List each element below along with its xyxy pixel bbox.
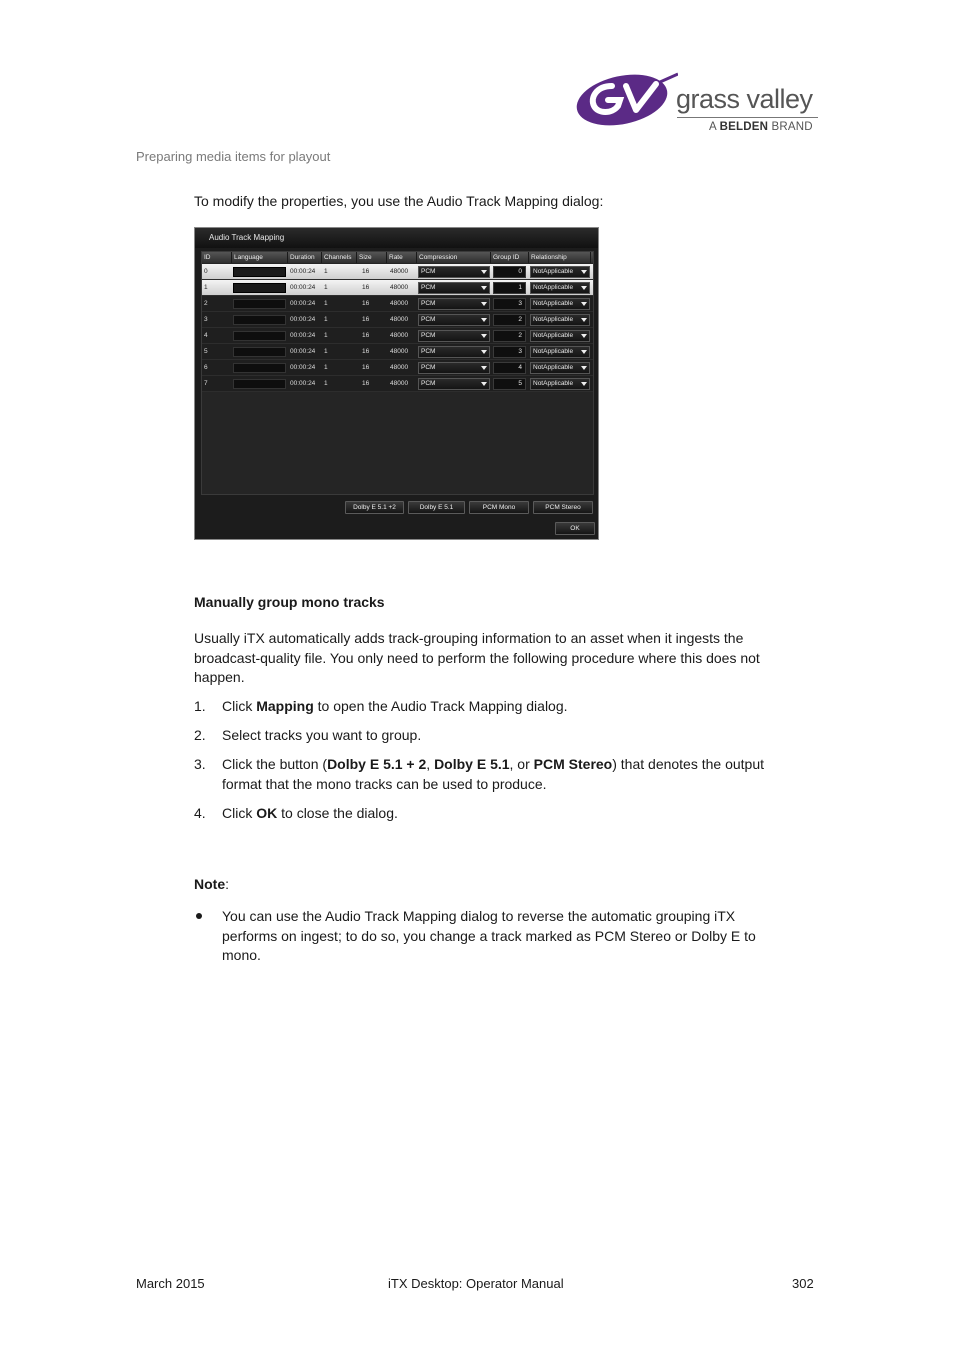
grass-valley-logo-icon xyxy=(574,72,678,128)
compression-value: PCM xyxy=(421,364,436,371)
relationship-value: NotApplicable xyxy=(533,284,574,291)
dolby-e-51-button[interactable]: Dolby E 5.1 xyxy=(408,501,465,514)
compression-value: PCM xyxy=(421,316,436,323)
chevron-down-icon xyxy=(581,270,587,274)
section-heading: Manually group mono tracks xyxy=(194,594,385,610)
cell-rate: 48000 xyxy=(390,332,409,339)
chevron-down-icon xyxy=(481,350,487,354)
group-id-field[interactable]: 1 xyxy=(493,282,526,294)
table-row[interactable] xyxy=(202,280,593,296)
pcm-mono-button[interactable]: PCM Mono xyxy=(469,501,529,514)
compression-dropdown[interactable] xyxy=(418,330,490,342)
cell-channels: 1 xyxy=(324,300,328,307)
table-row[interactable] xyxy=(202,264,593,280)
cell-duration: 00:00:24 xyxy=(290,380,316,387)
cell-rate: 48000 xyxy=(390,316,409,323)
relationship-value: NotApplicable xyxy=(533,268,574,275)
cell-id: 2 xyxy=(204,300,208,307)
group-id-field[interactable]: 2 xyxy=(493,314,526,326)
chevron-down-icon xyxy=(581,350,587,354)
cell-size: 16 xyxy=(362,364,370,371)
relationship-dropdown[interactable] xyxy=(530,378,590,390)
cell-rate: 48000 xyxy=(390,348,409,355)
relationship-value: NotApplicable xyxy=(533,364,574,371)
compression-value: PCM xyxy=(421,380,436,387)
compression-dropdown[interactable] xyxy=(418,282,490,294)
col-id[interactable]: ID xyxy=(202,252,232,263)
cell-duration: 00:00:24 xyxy=(290,316,316,323)
relationship-value: NotApplicable xyxy=(533,300,574,307)
chevron-down-icon xyxy=(481,286,487,290)
relationship-dropdown[interactable] xyxy=(530,314,590,326)
pcm-stereo-button[interactable]: PCM Stereo xyxy=(533,501,593,514)
cell-rate: 48000 xyxy=(390,284,409,291)
language-field[interactable] xyxy=(233,347,286,357)
relationship-dropdown[interactable] xyxy=(530,266,590,278)
language-field[interactable] xyxy=(233,379,286,389)
cell-channels: 1 xyxy=(324,380,328,387)
group-id-field[interactable]: 2 xyxy=(493,330,526,342)
language-field[interactable] xyxy=(233,331,286,341)
cell-id: 5 xyxy=(204,348,208,355)
intro-text: To modify the properties, you use the Audio Track Mapping dialog: xyxy=(194,193,604,209)
group-id-field[interactable]: 5 xyxy=(493,378,526,390)
language-field[interactable] xyxy=(233,283,286,293)
group-id-field[interactable]: 0 xyxy=(493,266,526,278)
step-number: 3. xyxy=(194,756,206,772)
compression-value: PCM xyxy=(421,332,436,339)
cell-size: 16 xyxy=(362,268,370,275)
section-paragraph: Usually iTX automatically adds track-grouping information to an asset when it ingests the broadcast-quality file. You only need to perform the following procedure where this does not happen. xyxy=(194,630,760,685)
group-id-field[interactable]: 3 xyxy=(493,346,526,358)
step-4: Click OK to close the dialog. xyxy=(222,805,398,821)
language-field[interactable] xyxy=(233,315,286,325)
cell-rate: 48000 xyxy=(390,380,409,387)
chevron-down-icon xyxy=(581,334,587,338)
table-row[interactable] xyxy=(202,360,593,376)
chevron-down-icon xyxy=(481,382,487,386)
cell-size: 16 xyxy=(362,300,370,307)
cell-duration: 00:00:24 xyxy=(290,332,316,339)
chevron-down-icon xyxy=(581,286,587,290)
cell-rate: 48000 xyxy=(390,300,409,307)
cell-id: 3 xyxy=(204,316,208,323)
table-row[interactable] xyxy=(202,296,593,312)
footer-title: iTX Desktop: Operator Manual xyxy=(388,1276,564,1291)
chevron-down-icon xyxy=(481,334,487,338)
page-number: 302 xyxy=(792,1276,814,1291)
relationship-dropdown[interactable] xyxy=(530,362,590,374)
cell-duration: 00:00:24 xyxy=(290,268,316,275)
group-id-field[interactable]: 3 xyxy=(493,298,526,310)
ok-button[interactable]: OK xyxy=(555,522,595,535)
cell-channels: 1 xyxy=(324,348,328,355)
cell-id: 0 xyxy=(204,268,208,275)
logo-rule xyxy=(677,117,818,118)
cell-duration: 00:00:24 xyxy=(290,364,316,371)
cell-duration: 00:00:24 xyxy=(290,300,316,307)
col-language[interactable]: Language xyxy=(232,252,288,263)
relationship-value: NotApplicable xyxy=(533,332,574,339)
cell-size: 16 xyxy=(362,284,370,291)
compression-value: PCM xyxy=(421,284,436,291)
compression-dropdown[interactable] xyxy=(418,266,490,278)
cell-channels: 1 xyxy=(324,284,328,291)
cell-id: 4 xyxy=(204,332,208,339)
language-field[interactable] xyxy=(233,267,286,277)
cell-size: 16 xyxy=(362,348,370,355)
language-field[interactable] xyxy=(233,299,286,309)
bullet-icon xyxy=(196,913,202,919)
relationship-dropdown[interactable] xyxy=(530,298,590,310)
relationship-dropdown[interactable] xyxy=(530,282,590,294)
chevron-down-icon xyxy=(581,382,587,386)
cell-duration: 00:00:24 xyxy=(290,348,316,355)
logo-brand: A BELDEN BRAND xyxy=(709,121,813,133)
footer-date: March 2015 xyxy=(136,1276,205,1291)
step-1: Click Mapping to open the Audio Track Mapping dialog. xyxy=(222,698,568,714)
table-row[interactable] xyxy=(202,376,593,392)
chevron-down-icon xyxy=(481,366,487,370)
step-2: Select tracks you want to group. xyxy=(222,727,422,743)
grid-header xyxy=(202,252,593,263)
compression-dropdown[interactable] xyxy=(418,346,490,358)
col-relationship[interactable]: Relationship xyxy=(529,252,591,263)
chevron-down-icon xyxy=(481,302,487,306)
cell-rate: 48000 xyxy=(390,268,409,275)
dolby-e-51-2-button[interactable]: Dolby E 5.1 +2 xyxy=(345,501,404,514)
step-number: 4. xyxy=(194,805,206,821)
relationship-value: NotApplicable xyxy=(533,348,574,355)
relationship-dropdown[interactable] xyxy=(530,330,590,342)
note-label: Note: xyxy=(194,876,230,892)
col-duration[interactable]: Duration xyxy=(288,252,322,263)
cell-channels: 1 xyxy=(324,364,328,371)
cell-channels: 1 xyxy=(324,268,328,275)
note-text: You can use the Audio Track Mapping dialog to reverse the automatic grouping iTX performs on ingest; to do so, you change a track marked as PCM Stereo or Dolby E to mono. xyxy=(222,908,756,963)
running-header: Preparing media items for playout xyxy=(136,149,331,164)
col-size[interactable]: Size xyxy=(357,252,387,263)
logo-wordmark: grass valley xyxy=(676,84,813,114)
relationship-value: NotApplicable xyxy=(533,380,574,387)
step-number: 1. xyxy=(194,698,206,714)
cell-channels: 1 xyxy=(324,332,328,339)
col-compression[interactable]: Compression xyxy=(417,252,491,263)
col-channels[interactable]: Channels xyxy=(322,252,357,263)
compression-dropdown[interactable] xyxy=(418,362,490,374)
chevron-down-icon xyxy=(581,302,587,306)
relationship-value: NotApplicable xyxy=(533,316,574,323)
table-row[interactable] xyxy=(202,312,593,328)
step-3: Click the button (Dolby E 5.1 + 2, Dolby E 5.1, or PCM Stereo) that denotes the output format that the mono tracks can be used to produce. xyxy=(222,756,765,792)
cell-id: 6 xyxy=(204,364,208,371)
chevron-down-icon xyxy=(581,318,587,322)
dialog-title: Audio Track Mapping xyxy=(195,228,598,248)
cell-size: 16 xyxy=(362,332,370,339)
compression-value: PCM xyxy=(421,300,436,307)
chevron-down-icon xyxy=(481,270,487,274)
compression-value: PCM xyxy=(421,268,436,275)
cell-duration: 00:00:24 xyxy=(290,284,316,291)
chevron-down-icon xyxy=(581,366,587,370)
chevron-down-icon xyxy=(481,318,487,322)
cell-id: 7 xyxy=(204,380,208,387)
track-grid xyxy=(201,251,594,495)
cell-rate: 48000 xyxy=(390,364,409,371)
step-number: 2. xyxy=(194,727,206,743)
audio-track-mapping-dialog xyxy=(194,227,599,540)
cell-size: 16 xyxy=(362,316,370,323)
compression-dropdown[interactable] xyxy=(418,298,490,310)
cell-size: 16 xyxy=(362,380,370,387)
language-field[interactable] xyxy=(233,363,286,373)
compression-value: PCM xyxy=(421,348,436,355)
col-rate[interactable]: Rate xyxy=(387,252,417,263)
compression-dropdown[interactable] xyxy=(418,378,490,390)
relationship-dropdown[interactable] xyxy=(530,346,590,358)
table-row[interactable] xyxy=(202,328,593,344)
cell-channels: 1 xyxy=(324,316,328,323)
compression-dropdown[interactable] xyxy=(418,314,490,326)
col-group-id[interactable]: Group ID xyxy=(491,252,529,263)
group-id-field[interactable]: 4 xyxy=(493,362,526,374)
table-row[interactable] xyxy=(202,344,593,360)
cell-id: 1 xyxy=(204,284,208,291)
